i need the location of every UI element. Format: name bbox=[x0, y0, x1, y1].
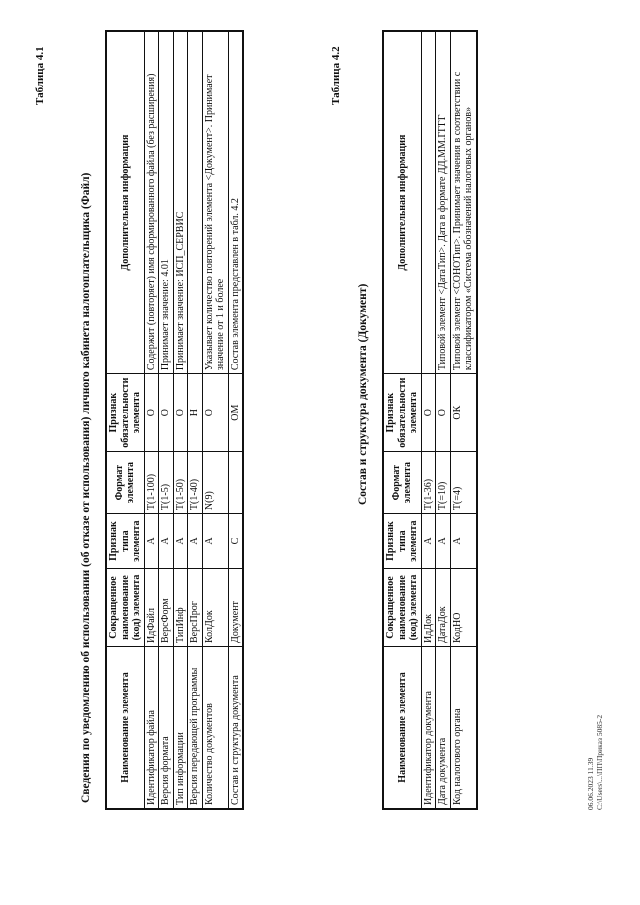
table-cell: Принимает значение: 4.01 bbox=[159, 31, 174, 374]
table1-header-cell: Сокращенное наименование (код) элемента bbox=[106, 569, 144, 647]
table-cell: Состав элемента представлен в табл. 4.2 bbox=[228, 31, 243, 374]
table-cell: А bbox=[421, 514, 436, 569]
table-cell: Тип информации bbox=[173, 646, 188, 809]
table-cell bbox=[188, 31, 203, 374]
table2-header-cell: Дополнительная информация bbox=[383, 31, 421, 374]
table-cell: Т(1-5) bbox=[159, 452, 174, 514]
table-cell: Т(1-50) bbox=[173, 452, 188, 514]
table-cell: Т(=4) bbox=[450, 452, 477, 514]
table-cell: Принимает значение: ИСП_СЕРВИС bbox=[173, 31, 188, 374]
table-row bbox=[228, 31, 243, 809]
table1-header-cell: Дополнительная информация bbox=[106, 31, 144, 374]
table-cell: ОМ bbox=[228, 374, 243, 452]
table-cell: А bbox=[450, 514, 477, 569]
table1-caption: Таблица 4.1 bbox=[34, 46, 46, 105]
table2-header-row bbox=[383, 31, 421, 809]
table-cell: Идентификатор документа bbox=[421, 646, 436, 809]
table-cell: ВерсФорм bbox=[159, 569, 174, 647]
table-cell bbox=[421, 31, 436, 374]
table-cell: О bbox=[144, 374, 159, 452]
footer-path: С:\Users\...\ПП\Приказ 5085-2 bbox=[595, 714, 604, 810]
table-cell bbox=[228, 452, 243, 514]
footer-stamp bbox=[586, 715, 604, 810]
table-cell: А bbox=[144, 514, 159, 569]
table-cell: А bbox=[188, 514, 203, 569]
table1-header-cell: Признак обязательности элемента bbox=[106, 374, 144, 452]
table-cell: Код налогового органа bbox=[450, 646, 477, 809]
table2-header-cell: Сокращенное наименование (код) элемента bbox=[383, 569, 421, 647]
table-cell: Версия формата bbox=[159, 646, 174, 809]
table2-header-cell: Признак типа элемента bbox=[383, 514, 421, 569]
table-cell: Т(=10) bbox=[436, 452, 451, 514]
table-cell: А bbox=[202, 514, 228, 569]
table-cell: А bbox=[173, 514, 188, 569]
table-cell: Состав и структура документа bbox=[228, 646, 243, 809]
table-cell: ДатаДок bbox=[436, 569, 451, 647]
table-row bbox=[173, 31, 188, 809]
table1 bbox=[105, 30, 244, 810]
table-cell: Т(1-100) bbox=[144, 452, 159, 514]
table2-header-cell: Формат элемента bbox=[383, 452, 421, 514]
table2-caption: Таблица 4.2 bbox=[330, 46, 342, 105]
table-cell: Типовой элемент <ДатаТип>. Дата в формате ДД.ММ.ГГГГ bbox=[436, 31, 451, 374]
table-cell: Количество документов bbox=[202, 646, 228, 809]
table2-header-cell: Наименование элемента bbox=[383, 646, 421, 809]
table-cell: Документ bbox=[228, 569, 243, 647]
table-row bbox=[450, 31, 477, 809]
table-cell: ТипИнф bbox=[173, 569, 188, 647]
table-cell: Версия передающей программы bbox=[188, 646, 203, 809]
table-cell: Указывает количество повторений элемента <Документ>. Принимает значение от 1 и более bbox=[202, 31, 228, 374]
table-cell: ОК bbox=[450, 374, 477, 452]
table1-header-cell: Формат элемента bbox=[106, 452, 144, 514]
table-cell: ИдДок bbox=[421, 569, 436, 647]
table1-header-cell: Признак типа элемента bbox=[106, 514, 144, 569]
table-cell: О bbox=[159, 374, 174, 452]
table-cell: ВерсПрог bbox=[188, 569, 203, 647]
table-cell: КодНО bbox=[450, 569, 477, 647]
table1-header-cell: Наименование элемента bbox=[106, 646, 144, 809]
table-cell: N(9) bbox=[202, 452, 228, 514]
table2-header-cell: Признак обязательности элемента bbox=[383, 374, 421, 452]
table-cell: О bbox=[421, 374, 436, 452]
table-cell: С bbox=[228, 514, 243, 569]
table-cell: КолДок bbox=[202, 569, 228, 647]
footer-date: 06.06.2023 11.39 bbox=[586, 757, 595, 810]
table1-title: Сведения по уведомлению об использовании (об отказе от использования) личного кабинета налогоплательщика (Файл) bbox=[80, 172, 92, 803]
table-cell: А bbox=[159, 514, 174, 569]
table2-title: Состав и структура документа (Документ) bbox=[357, 283, 369, 505]
table-row bbox=[421, 31, 436, 809]
table-row bbox=[159, 31, 174, 809]
table-row bbox=[188, 31, 203, 809]
table-cell: Т(1-40) bbox=[188, 452, 203, 514]
table-cell: Дата документа bbox=[436, 646, 451, 809]
table-cell: Идентификатор файла bbox=[144, 646, 159, 809]
table-row bbox=[144, 31, 159, 809]
table-cell: О bbox=[202, 374, 228, 452]
table-cell: А bbox=[436, 514, 451, 569]
table-cell: ИдФайл bbox=[144, 569, 159, 647]
table-cell: О bbox=[173, 374, 188, 452]
table-row bbox=[436, 31, 451, 809]
table1-header-row bbox=[106, 31, 144, 809]
table-cell: Н bbox=[188, 374, 203, 452]
table-row bbox=[202, 31, 228, 809]
table-cell: Содержит (повторяет) имя сформированного файла (без расширения) bbox=[144, 31, 159, 374]
table-cell: О bbox=[436, 374, 451, 452]
table-cell: Т(1-36) bbox=[421, 452, 436, 514]
table-cell: Типовой элемент <СОНОТип>. Принимает значения в соответствии с классификатором «Система обозначений налоговых органов» bbox=[450, 31, 477, 374]
table2 bbox=[382, 30, 478, 810]
